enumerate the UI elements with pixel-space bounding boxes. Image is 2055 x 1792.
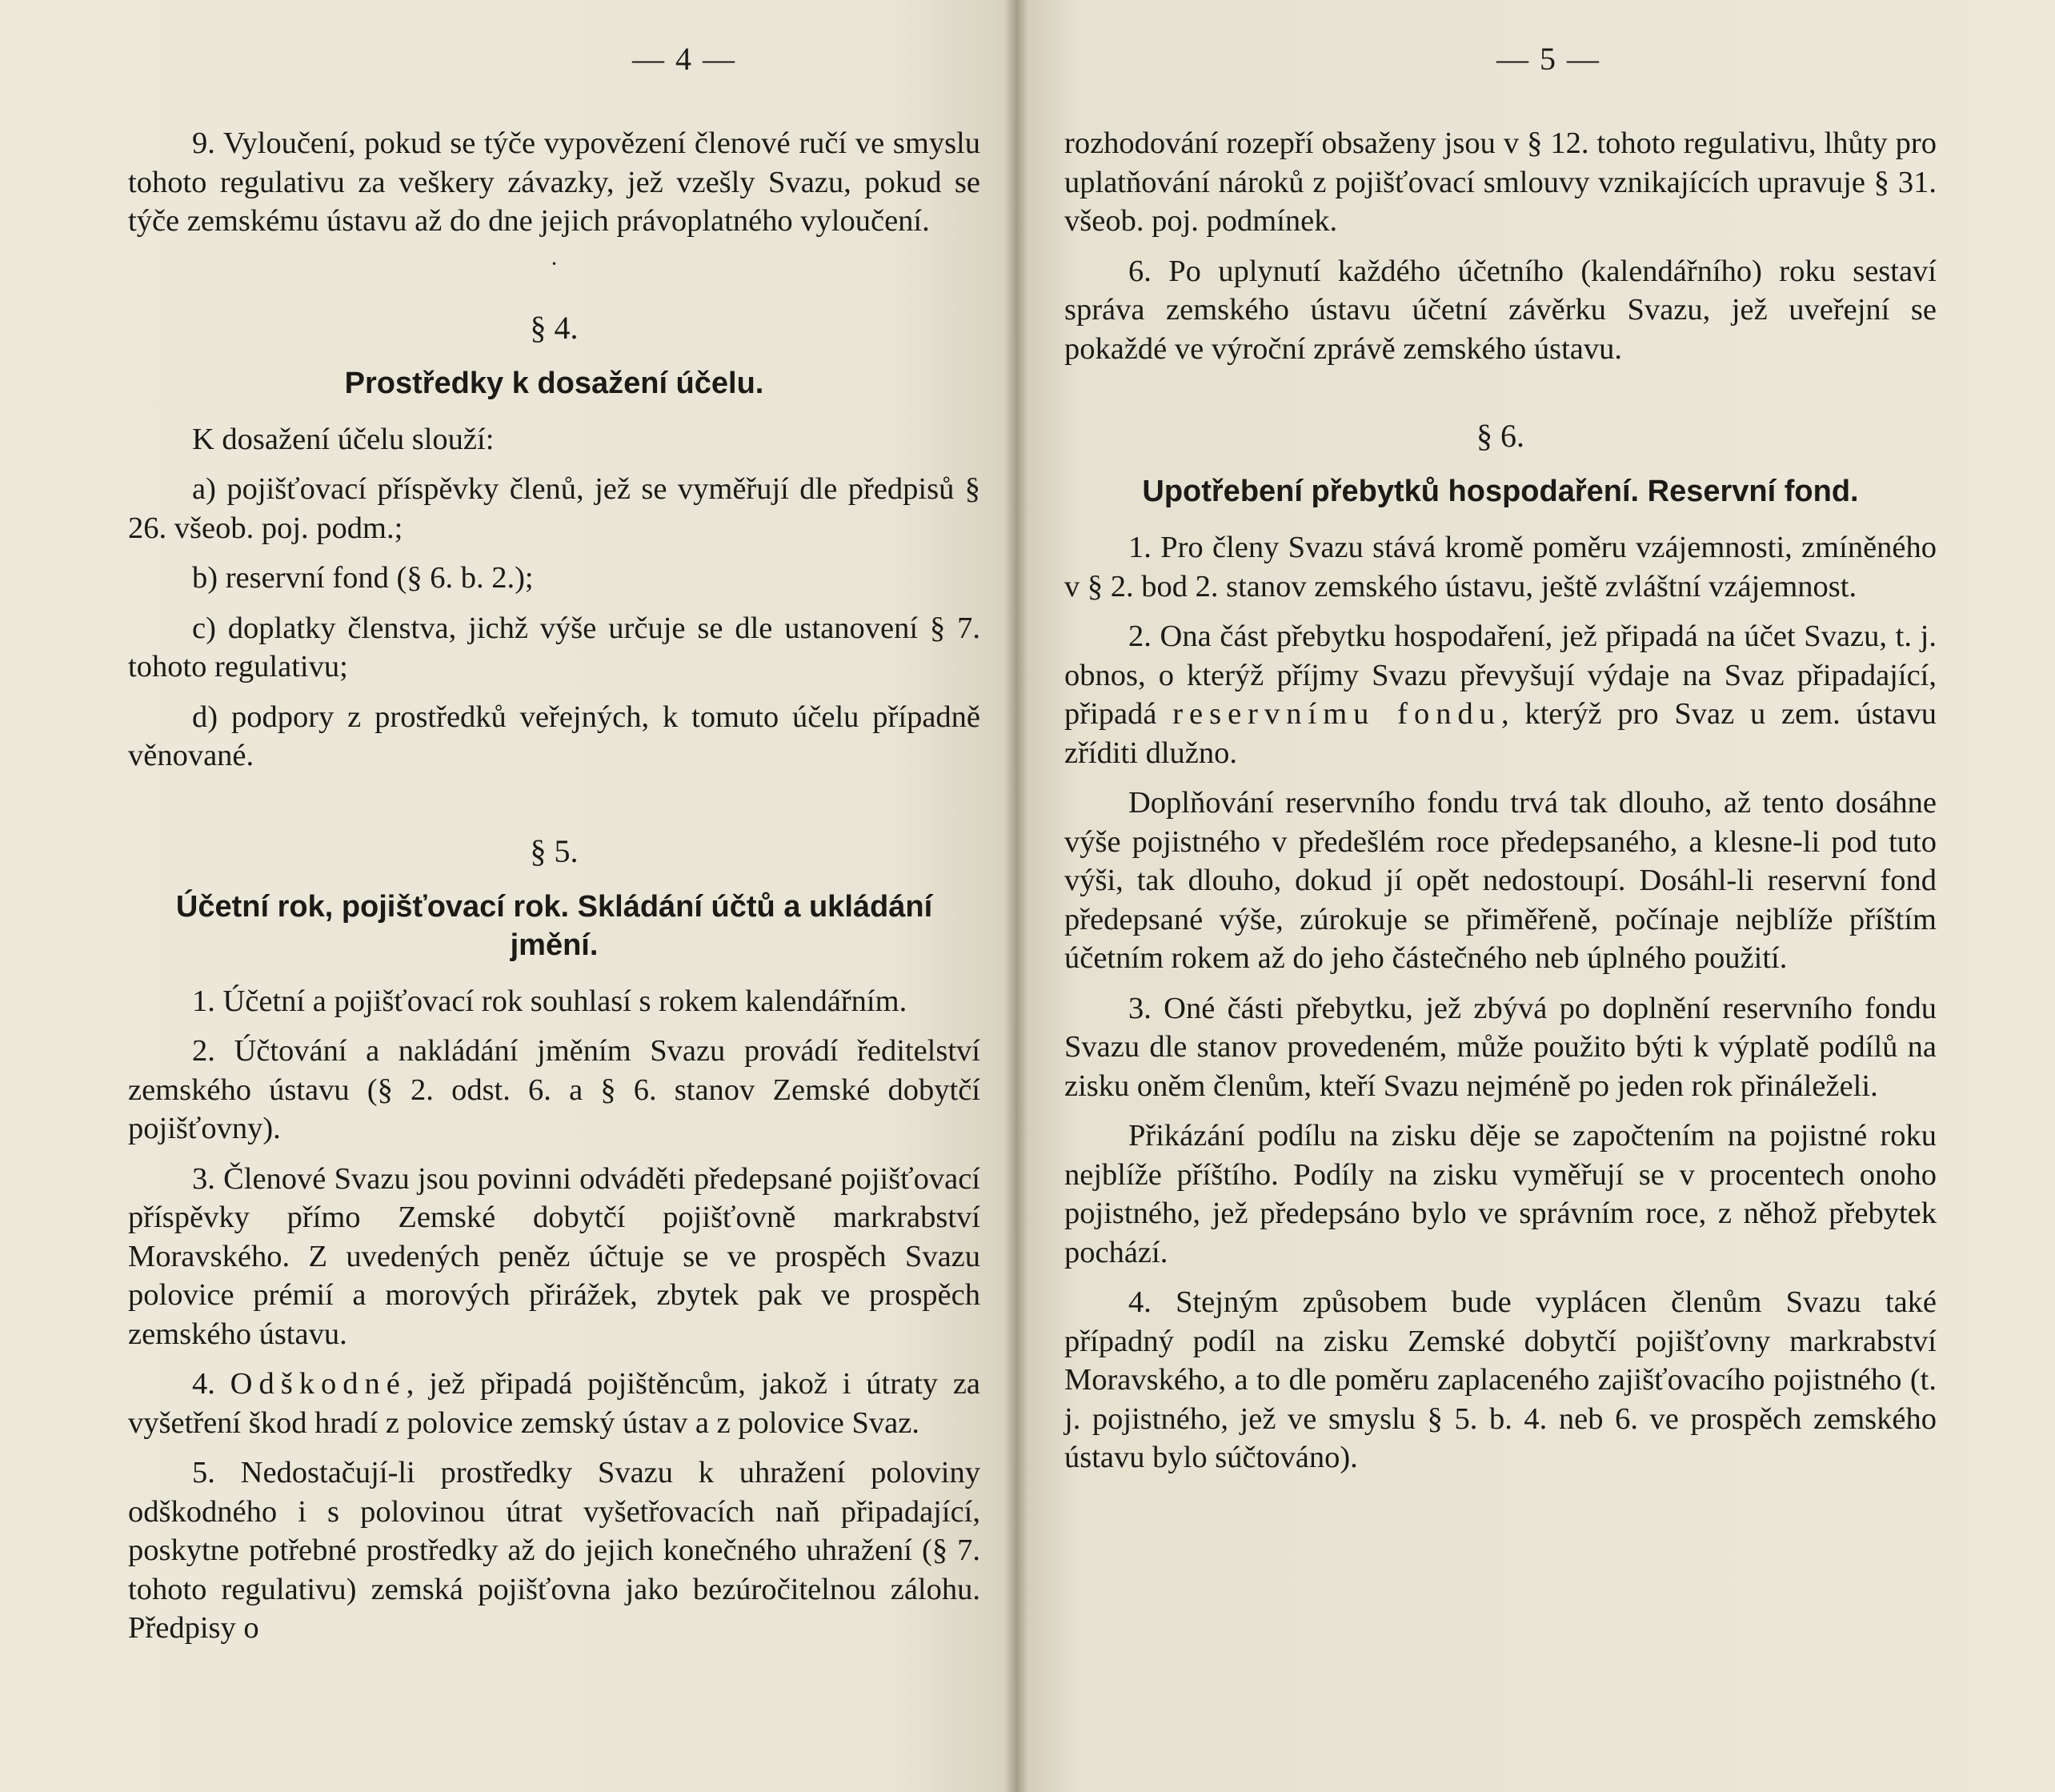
paragraph-item-b: b) reservní fond (§ 6. b. 2.); <box>192 561 534 595</box>
spaced-term: reservnímu fondu <box>1172 697 1501 731</box>
left-page <box>0 0 1016 1792</box>
item-2-rest: , kterýž pro Svaz u zem. ústavu zříditi dlužno. <box>1064 697 1937 770</box>
paragraph-item-a: a) pojišťovací příspěvky členů, jež se vyměřují dle předpisů § 26. všeob. poj. podm.; <box>128 472 980 545</box>
paragraph-profit-assignment: Přikázání podílu na zisku děje se započtením na pojistné roku nejblíže příštího. Podíly na zisku vyměřují se v procentech onoho pojistného, jež předepsáno bylo ve správním roce, z něhož přebytek pochází. <box>1064 1119 1937 1269</box>
paragraph-item-4: 4. Stejným způsobem bude vyplácen členům Svazu také případný podíl na zisku Zemské dobytčí pojišťovny markrabství Moravského, a to dle poměru zaplaceného zajišťovacího pojistného (t. j. pojistného, jež ve smyslu § 5. b. 4. neb 6. ve prospěch zemského ústavu bylo súčtováno). <box>1064 1285 1937 1474</box>
page-number: — 4 — <box>632 41 736 77</box>
paragraph-continued: rozhodování rozepří obsaženy jsou v § 12. tohoto regulativu, lhůty pro uplatňování nároků z pojišťovací smlouvy vznikajících upravuje § 31. všeob. poj. podmínek. <box>1064 126 1937 238</box>
right-page <box>1016 0 2055 1792</box>
section-heading: Upotřebení přebytků hospodaření. Reservní fond. <box>1142 475 1859 508</box>
paragraph-fund-filling: Doplňování reservního fondu trvá tak dlouho, až tento dosáhne výše pojistného v předešlém roce předepsaného, a klesne-li pod tuto výši, tak dlouho, dokud jí opět nedostoupí. Dosáhl-li reservní fond předepsané výše, zúrokuje se přiměřeně, počínaje nejblíže příštím účetním rokem až do jeho částečného neb úplného použití. <box>1064 786 1937 975</box>
paragraph-item-3: 3. Oné části přebytku, jež zbývá po doplnění reservního fondu Svazu dle stanov provedeném, může použito býti k výplatě podílů na zisku oněm členům, kteří Svazu nejméně po jeden rok přináleželi. <box>1064 991 1937 1103</box>
page-number: — 5 — <box>1496 41 1600 77</box>
paragraph-item-1: 1. Pro členy Svazu stává kromě poměru vzájemnosti, zmíněného v § 2. bod 2. stanov zemského ústavu, ještě zvláštní vzájemnost. <box>1064 531 1937 603</box>
paragraph-item-6: 6. Po uplynutí každého účetního (kalendářního) roku sestaví správa zemského ústavu účetní závěrku Svazu, jež uveřejní se pokaždé ve výroční zprávě zemského ústavu. <box>1064 254 1937 366</box>
paragraph-item-2 <box>1064 617 1937 772</box>
section-number: § 4. <box>530 309 579 346</box>
paragraph-item-3: 3. Členové Svazu jsou povinni odváděti předepsané pojišťovací příspěvky přímo Zemské dobytčí pojišťovně markrabství Moravského. Z uvedených peněz účtuje se ve prospěch Svazu polovice prémií a morových přirážek, zbytek pak ve prospěch zemského ústavu. <box>128 1161 980 1351</box>
paragraph-item-1: 1. Účetní a pojišťovací rok souhlasí s rokem kalendářním. <box>192 984 907 1018</box>
section-number: § 6. <box>1476 418 1524 454</box>
book-gutter <box>1004 0 1028 1792</box>
section-heading: Prostředky k dosažení účelu. <box>344 366 764 400</box>
item-4-rest: , jež připadá pojištěncům, jakož i útraty za vyšetření škod hradí z polovice zemský ústav a z polovice Svaz. <box>128 1367 981 1440</box>
right-page-body <box>1064 124 1937 1489</box>
paragraph-item-9: 9. Vyloučení, pokud se týče vypovězení členové ručí ve smyslu tohoto regulativu za veškery závazky, jež vzešly Svazu, pokud se týče zemskému ústavu až do dne jejich právoplatného vyloučení. <box>128 126 980 238</box>
paragraph-item-2: 2. Účtování a nakládání jměním Svazu provádí ředitelství zemského ústavu (§ 2. odst. 6. a § 6. stanov Zemské dobytčí pojišťovny). <box>128 1034 980 1145</box>
section-heading: Účetní rok, pojišťovací rok. Skládání účtů a ukládání jmění. <box>175 889 933 962</box>
item-4-lead: 4. <box>192 1367 230 1401</box>
spaced-term: Odškodné <box>230 1367 407 1401</box>
ink-dot: · <box>550 250 559 277</box>
paragraph-item-d: d) podpory z prostředků veřejných, k tomuto účelu případně věnované. <box>128 700 980 772</box>
paragraph-item-c: c) doplatky členstva, jichž výše určuje se dle ustanovení § 7. tohoto regulativu; <box>128 611 980 684</box>
item-2-lead: 2. Ona část přebytku hospodaření, jež připadá na účet Svazu, t. j. obnos, o kterýž příjmy Svazu převyšují výdaje na Svaz připadající, připadá <box>1064 619 1937 731</box>
left-page-body <box>128 124 980 1659</box>
paragraph-item-4 <box>128 1365 980 1442</box>
paragraph-intro: K dosažení účelu slouží: <box>192 422 495 456</box>
section-number: § 5. <box>530 832 579 869</box>
paragraph-item-5: 5. Nedostačují-li prostředky Svazu k uhražení poloviny odškodného i s polovinou útrat vyšetřovacích naň připadající, poskytne potřebné prostředky až do jejich konečného uhražení (§ 7. tohoto regulativu) zemská pojišťovna jako bezúročitelnou zálohu. Předpisy o <box>128 1456 980 1645</box>
